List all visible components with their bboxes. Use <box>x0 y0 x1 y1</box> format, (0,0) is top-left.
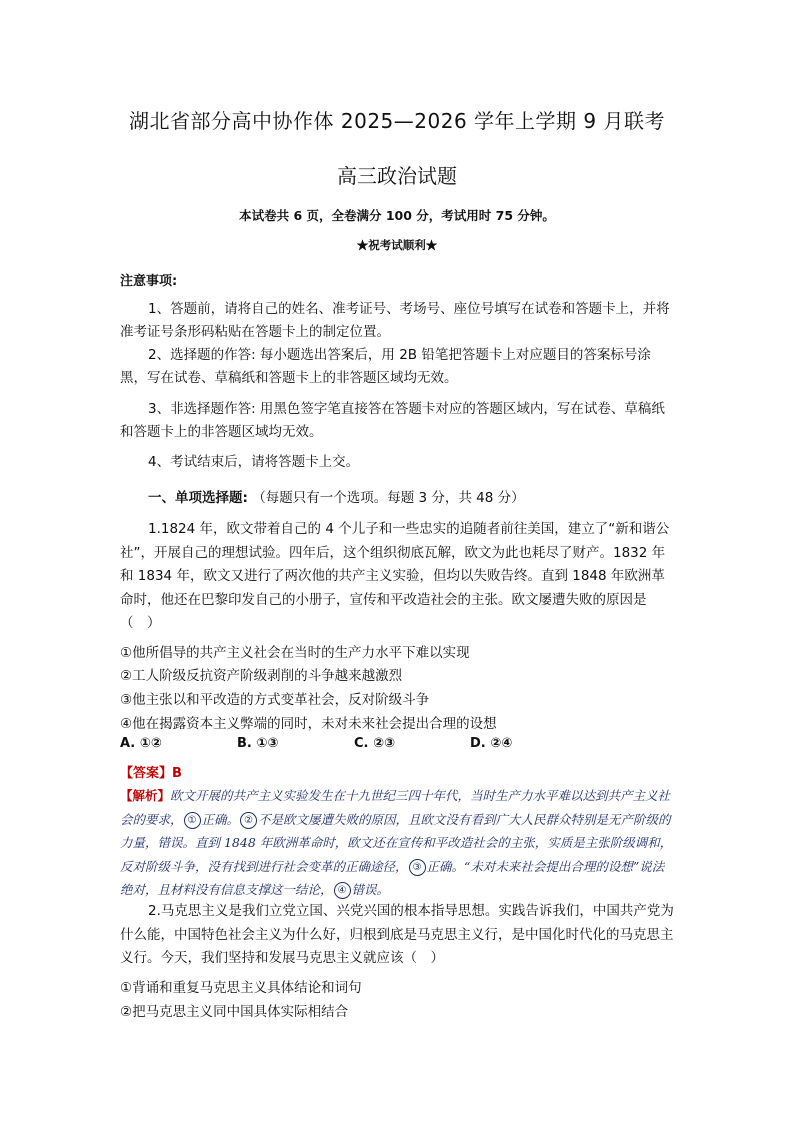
choice-c: C. ②③ <box>354 736 396 751</box>
page-subtitle: 高三政治试题 <box>337 164 457 188</box>
exam-wish: ★祝考试顺利★ <box>356 238 438 252</box>
notice-title: 注意事项: <box>120 274 178 289</box>
notice-item-1: 1、答题前，请将自己的姓名、准考证号、考场号、座位号填写在试卷和答题卡上，并将准考证号条形码粘贴在答题卡上的制定位置。 <box>120 301 670 340</box>
circled-four-icon: ④ <box>334 882 351 899</box>
choice-b: B. ①③ <box>237 736 279 751</box>
page-title: 湖北省部分高中协作体 2025—2026 学年上学期 9 月联考 <box>129 109 665 133</box>
question-1-option-3: ③他主张以和平改造的方式变革社会，反对阶级斗争 <box>120 692 430 708</box>
section-heading <box>148 486 525 506</box>
exam-info: 本试卷共 6 页，全卷满分 100 分，考试用时 75 分钟。 <box>239 208 555 223</box>
notice-item-2: 2、选择题的作答: 每小题选出答案后，用 2B 铅笔把答题卡上对应题目的答案标号涂黑，写在试卷、草稿纸和答题卡上的非答题区域均无效。 <box>120 347 651 386</box>
question-2-option-1: ①背诵和重复马克思主义具体结论和词句 <box>120 980 362 996</box>
answer-value: B <box>172 766 182 781</box>
choice-d: D. ②④ <box>470 736 513 751</box>
question-1-analysis <box>120 784 676 902</box>
question-1-option-4: ④他在揭露资本主义弊端的同时，未对未来社会提出合理的设想 <box>120 716 497 732</box>
notice-item-3: 3、非选择题作答: 用黑色签字笔直接答在答题卡对应的答题区域内，写在试卷、草稿纸和答题卡上的非答题区域均无效。 <box>120 401 665 440</box>
answer-label: 【答案】 <box>120 766 173 781</box>
section-label: 一、单项选择题: <box>148 490 248 506</box>
question-1-stem: 1.1824 年，欧文带着自己的 4 个儿子和一些忠实的追随者前往美国，建立了“新和谐公社”，开展自己的理想试验。四年后，这个组织彻底瓦解，欧文为此也耗尽了财产。1832 年和 1834 年，欧文又进行了两次他的共产主义实验，但均以失败告终。直到 1848 年欧洲革命时，他还在巴黎印发自己的小册子，宣传和平改造社会的主张。欧文屡遭失败的原因是（ ） <box>120 521 670 631</box>
question-1-answer <box>120 762 182 781</box>
analysis-text-3: 不是欧文屡遭失败的原因，且欧文没有看到广大人民群众特别是无产阶级的力量，错误。直到 1848 年欧洲革命时，欧文还在宣传和平改造社会的主张，实质是主张阶级调和，反对阶级斗争，没有找到进行社会变革的正确途径， <box>120 811 673 874</box>
choice-a: A. ①② <box>120 736 162 751</box>
analysis-text-4: 正确。“未对未来社会提出合理的设想”说法绝对，且材料没有信息支撑这一结论， <box>120 858 665 897</box>
circled-two-icon: ② <box>240 812 257 829</box>
analysis-text-2: 正确。 <box>201 811 240 827</box>
question-2-option-2: ②把马克思主义同中国具体实际相结合 <box>120 1004 349 1020</box>
question-2-stem: 2.马克思主义是我们立党立国、兴党兴国的根本指导思想。实践告诉我们，中国共产党为什么能，中国特色社会主义为什么好，归根到底是马克思主义行，是中国化时代化的马克思主义行。今天，我们坚持和发展马克思主义就应该（ ） <box>120 903 674 966</box>
notice-item-4: 4、考试结束后，请将答题卡上交。 <box>148 454 360 470</box>
section-note: （每题只有一个选项。每题 3 分，共 48 分） <box>252 490 525 506</box>
analysis-label: 【解析】 <box>120 788 171 803</box>
analysis-text-5: 错误。 <box>351 882 390 897</box>
circled-three-icon: ③ <box>409 859 426 876</box>
analysis-text-1: 欧文开展的共产主义实验发生在十九世纪三四十年代，当时生产力水平难以达到共产主义社会的要求， <box>120 788 671 827</box>
circled-one-icon: ① <box>184 812 201 829</box>
question-1-option-2: ②工人阶级反抗资产阶级剥削的斗争越来越激烈 <box>120 668 403 684</box>
question-1-option-1: ①他所倡导的共产主义社会在当时的生产力水平下难以实现 <box>120 645 470 661</box>
